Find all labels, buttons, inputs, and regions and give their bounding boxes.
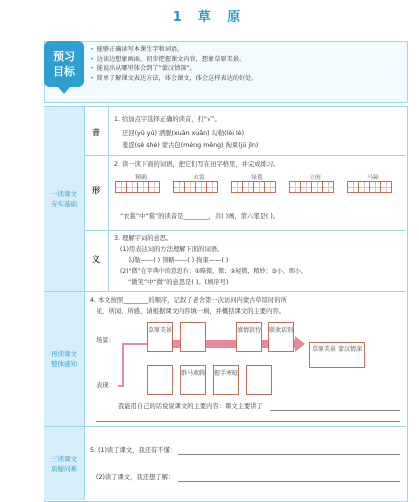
- subtag-pronunciation: 音: [92, 128, 100, 137]
- word-label: 绿毯: [251, 175, 263, 181]
- scene-box-blank[interactable]: [180, 322, 206, 352]
- q4-prompt: 4. 本文按照________的顺序，记叙了老舍第一次访问内蒙古草原时的所: [90, 297, 287, 304]
- scene-label: 场景：: [96, 337, 115, 344]
- answer-line[interactable]: [178, 454, 400, 455]
- q1-row1: 迂回(yū yú) 洒脱(xuān xuǎn) 勾勒(lèi lè): [122, 130, 245, 137]
- flow-line: [122, 343, 124, 385]
- scene-box: 联欢话别: [268, 322, 294, 352]
- q2-words: [115, 172, 399, 181]
- scene-box: 草原美景: [147, 322, 173, 352]
- q5-prompt: 5. (1)读了课文，我还有不懂：: [90, 447, 177, 454]
- word-label: 衣裳: [193, 175, 205, 181]
- word-label: 精确: [135, 175, 147, 181]
- subtag-form: 形: [92, 186, 100, 195]
- section-one-line1: 一读课文: [51, 190, 77, 198]
- q4-prompt-2: 见、所闻、所感，请根据课文内容填一填，并概括课文的主要内容。: [96, 308, 285, 315]
- goal-item: • 能说出从哪里体会到了“蒙汉情深”。: [90, 65, 196, 72]
- q1-prompt: 1. 给加点字选择正确的读音，打“√”。: [114, 116, 221, 123]
- q3-sub2-blank: “微笑”中“微”的意思是( )。(填序号): [128, 279, 229, 286]
- arrow-head-icon: [295, 336, 305, 352]
- q2-grid: [115, 181, 399, 193]
- section-one: [44, 107, 84, 291]
- q3-sub1: (1)用表达词的方法理解下面的词语。: [120, 246, 224, 253]
- flow-line: [118, 385, 124, 387]
- answer-line[interactable]: [270, 410, 400, 411]
- section-two-line1: 再读课文: [51, 350, 77, 358]
- expression-box-blank[interactable]: [147, 365, 173, 395]
- divider: [44, 291, 406, 292]
- goals-tag-line2: 目标: [53, 65, 75, 78]
- page-title: [0, 6, 419, 25]
- writing-cell[interactable]: [206, 181, 218, 193]
- divider: [84, 230, 406, 231]
- scene-box: 盛情款待: [236, 322, 262, 352]
- answer-line[interactable]: [96, 421, 400, 422]
- writing-cell[interactable]: [264, 181, 276, 193]
- q1-row2: 羞涩(sè shè) 蒙古包(méng měng) 拘束(jū jǐn): [122, 142, 259, 149]
- expression-box: 握手寒暄: [213, 365, 239, 395]
- q2-prompt: 2. 读一读下面的词语，把它们写在田字格里，并完成练习。: [114, 161, 280, 168]
- writing-cell[interactable]: [148, 181, 160, 193]
- expression-label: 表现：: [96, 382, 115, 389]
- q3-sub2: (2)“微”在字典中的意思有：①略微，微；②轻微，精妙；③小，细小，: [120, 268, 307, 275]
- section-three: [44, 427, 84, 500]
- expression-box: 群马欢腾: [180, 365, 206, 395]
- divider: [108, 107, 109, 291]
- q2-note: “衣裳”中“裳”的读音是________，共( )画，第六笔是( )。: [120, 213, 280, 220]
- divider: [84, 107, 85, 500]
- goals-tag: [44, 41, 84, 87]
- lesson-number: 1: [172, 10, 188, 25]
- result-box: 草原美景 蒙汉情深: [309, 342, 365, 368]
- expression-box-blank[interactable]: [246, 365, 272, 395]
- answer-line[interactable]: [178, 481, 400, 482]
- writing-cell[interactable]: [380, 181, 392, 193]
- section-three-line2: 质疑问难: [51, 464, 77, 473]
- word-label: 立雨: [309, 175, 321, 181]
- section-two-line2: 整体感知: [51, 360, 77, 368]
- goals-tag-line1: 预习: [53, 50, 75, 63]
- word-label: 马蹄: [367, 175, 379, 181]
- flow-line: [122, 343, 147, 345]
- divider: [44, 426, 406, 427]
- lesson-title: 草 原: [197, 10, 247, 25]
- divider: [84, 155, 406, 156]
- subtag-meaning: 义: [92, 255, 100, 264]
- goal-item: • 边读边想象画面，初步把握课文内容，想象草原美景。: [90, 55, 246, 63]
- goals-list: [90, 45, 406, 83]
- q3-sub1-blanks: 勾勒——( ) 领略——( ) 拘束——( ): [128, 257, 229, 264]
- goal-item: • 能够正确读写本课生字和词语。: [90, 46, 184, 53]
- writing-cell[interactable]: [322, 181, 334, 193]
- q4-summary: 我能用自己的话说说课文的主要内容：课文主要讲了: [118, 403, 263, 410]
- q3-prompt: 3. 理解字词的意思。: [114, 235, 173, 242]
- goal-item: • 简单了解课文表达方法，体会课文，体会这样表达的好处。: [90, 74, 258, 82]
- q5-sub2: (2)读了课文，我还想了解：: [96, 474, 175, 481]
- section-three-line1: 三读课文: [51, 454, 77, 463]
- section-one-line2: 夯实基础: [51, 200, 77, 208]
- section-two: [44, 292, 84, 426]
